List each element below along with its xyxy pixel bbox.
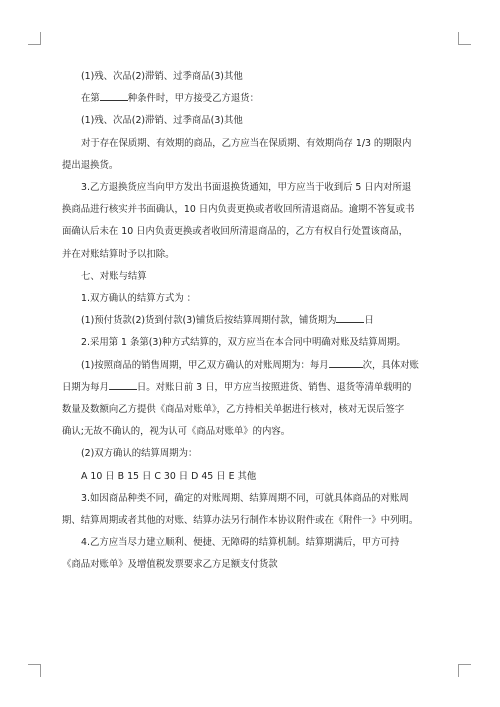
fill-blank (109, 379, 137, 390)
crop-mark-top-right (458, 32, 471, 45)
paragraph-line: 换商品进行核实并书面确认，10 日内负责更换或者收回所清退商品。逾期不答复或书 (62, 204, 415, 216)
paragraph-line: (1)残、次品(2)滞销、过季商品(3)其他 (81, 71, 243, 82)
paragraph-line: 提出退换货。 (62, 159, 119, 171)
crop-mark-bottom-right (458, 664, 471, 677)
paragraph-line: 并在对账结算时予以扣除。 (62, 248, 175, 260)
paragraph-line: 3.如因商品种类不同，确定的对账周期、结算周期不同，可就具体商品的对账周 (81, 492, 409, 504)
paragraph-line: 1.双方确认的结算方式为 ： (81, 293, 197, 305)
fill-blank (100, 90, 128, 101)
paragraph-line: (1)按照商品的销售周期，甲乙双方确认的对账周期为：每月 次，具体对账 (62, 355, 442, 377)
paragraph-line: 《商品对账单》及增值税发票要求乙方足额支付货款 (62, 559, 278, 571)
crop-mark-top-left (28, 32, 41, 45)
paragraph-line: 确认;无故不确认的，视为认可《商品对账单》的内容。 (62, 426, 291, 438)
crop-mark-bottom-left (28, 664, 41, 677)
paragraph-line: 3.乙方退换货应当向甲方发出书面退换货通知，甲方应当于收到后 5 日内对所退 (81, 182, 412, 194)
fill-blank (329, 357, 363, 368)
paragraph-line: 面确认后未在 10 日内负责更换或者收回所清退商品的，乙方有权自行处置该商品， (62, 226, 409, 238)
fill-blank (336, 312, 364, 323)
paragraph-line: (1)残、次品(2)滞销、过季商品(3)其他 (81, 115, 243, 127)
paragraph-line: (2)双方确认的结算周期为： (81, 448, 198, 460)
paragraph-line: 日期为每月 日。对账日前 3 日，甲方应当按照进货、销售、退货等清单载明的 (62, 377, 442, 399)
paragraph-line: (1)预付货款(2)货到付款(3)铺货后按结算周期付款，铺货期为 日 (62, 310, 442, 332)
section-heading: 七、对账与结算 (81, 270, 147, 282)
document-body (62, 66, 442, 577)
paragraph-line: 期、结算周期或者其他的对账、结算办法另行制作本协议附件或在《附件一》中列明。 (62, 515, 419, 527)
paragraph-line: 在第 种条件时，甲方接受乙方退货： (62, 88, 442, 110)
paragraph-line: 2.采用第 1 条第(3)种方式结算的，双方应当在本合同中明确对账及结算周期。 (81, 337, 406, 349)
paragraph-line: 4.乙方应当尽力建立顺利、便捷、无障碍的结算机制。结算期满后，甲方可持 (81, 537, 400, 549)
paragraph-line: 对于存在保质期、有效期的商品，乙方应当在保质期、有效期尚存 1/3 的期限内 (81, 137, 412, 149)
paragraph-line: 数量及数额向乙方提供《商品对账单》，乙方持相关单据进行核对，核对无误后签字 (62, 404, 405, 416)
paragraph-line: A 10 日 B 15 日 C 30 日 D 45 日 E 其他 (81, 470, 257, 482)
